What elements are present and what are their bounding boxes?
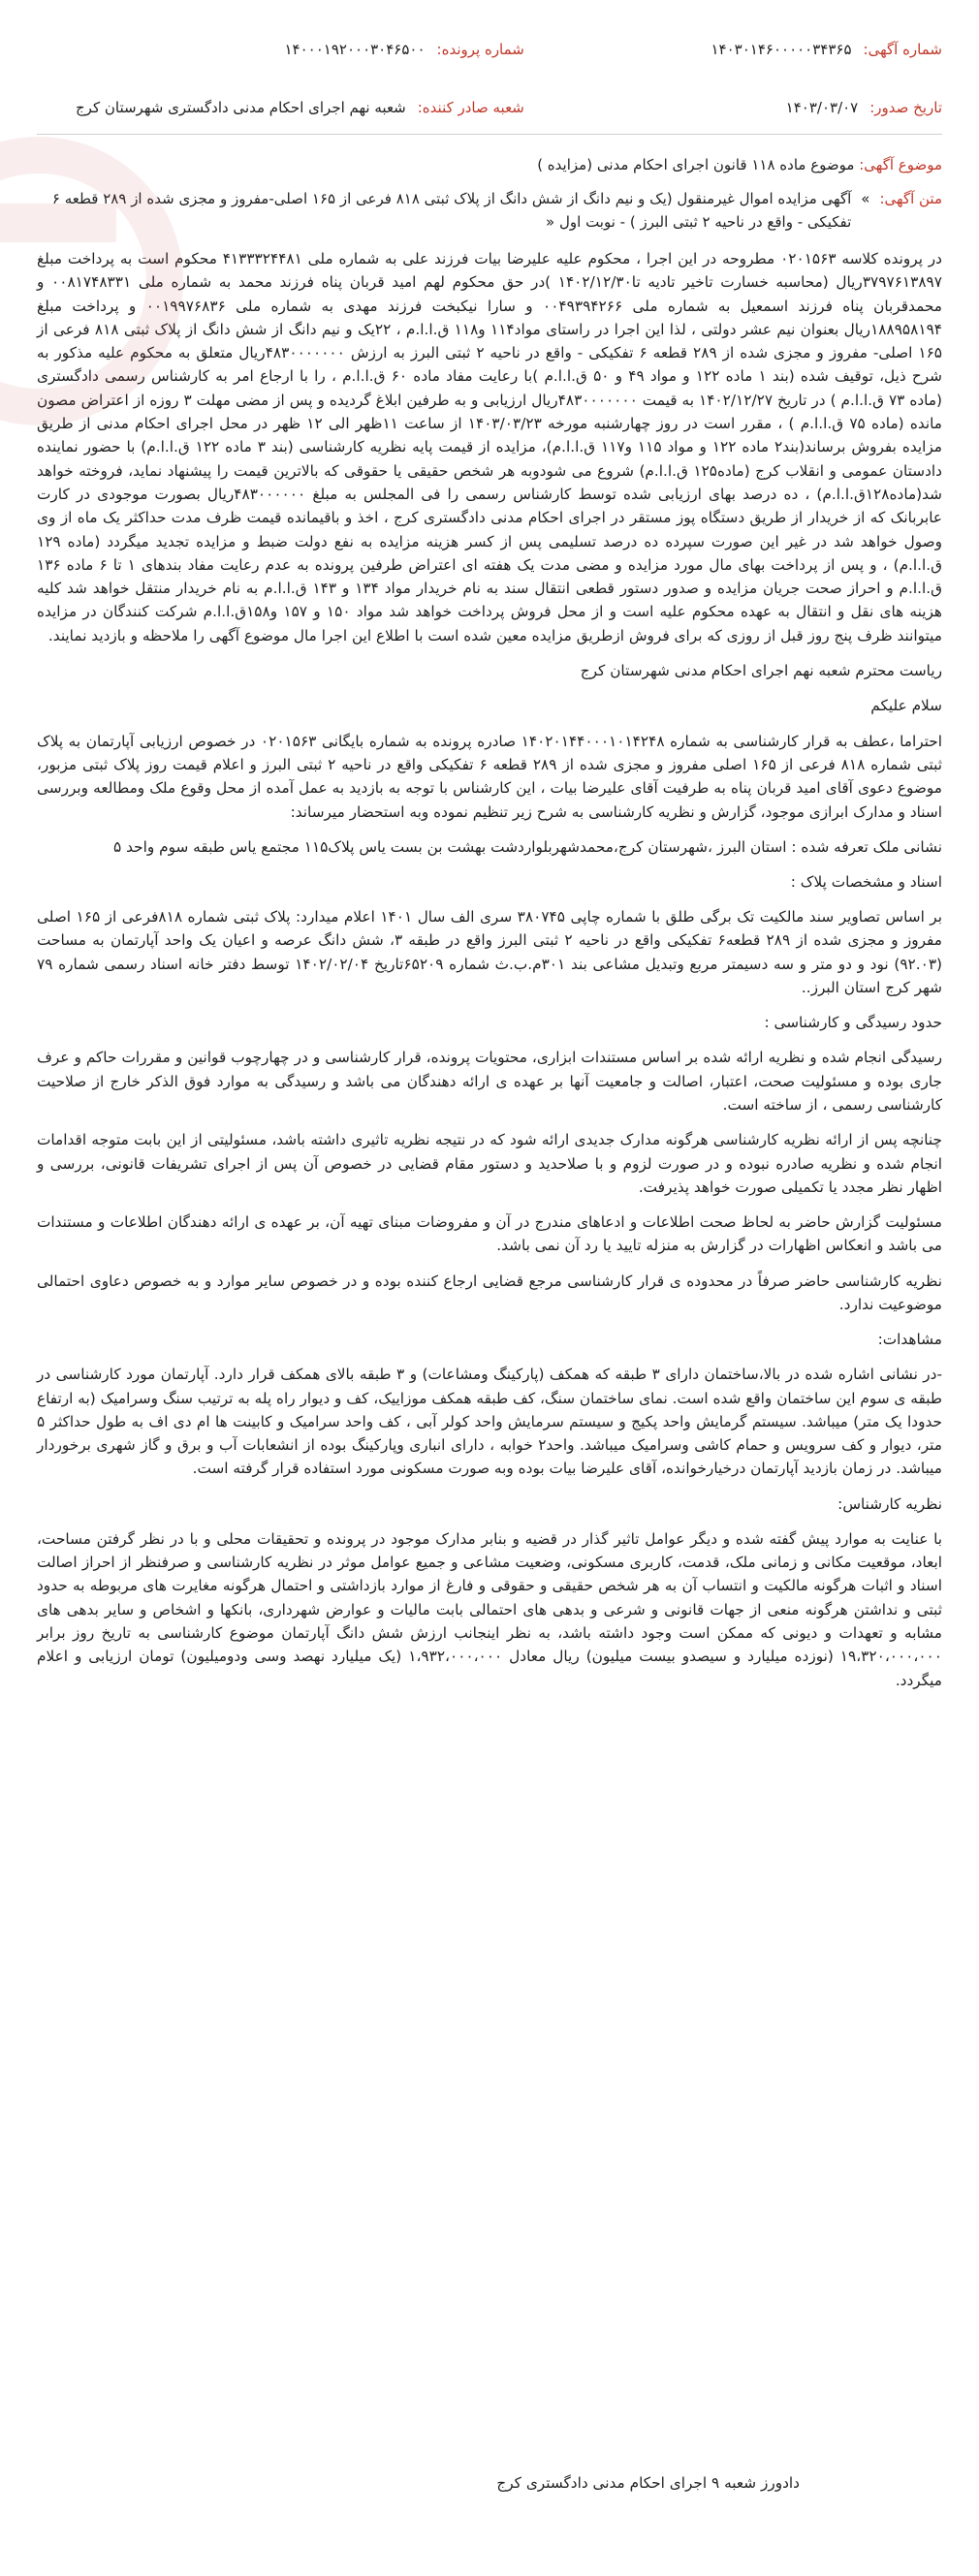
ad-text-label: متن آگهی: xyxy=(879,190,942,207)
case-number-label: شماره پرونده: xyxy=(436,41,524,58)
issuer-row xyxy=(76,97,524,118)
case-number-value: ۱۴۰۰۰۱۹۲۰۰۰۳۰۴۶۵۰۰ xyxy=(284,41,426,58)
subject-row xyxy=(37,154,942,175)
signature-line: دادورز شعبه ۹ اجرای احکام مدنی دادگستری کرج xyxy=(496,2474,800,2492)
notice-header xyxy=(37,39,942,118)
opinion-section-title: نظریه کارشناس: xyxy=(837,1494,942,1513)
documents-paragraph: بر اساس تصاویر سند مالکیت تک برگی طلق با شماره چاپی ۳۸۰۷۴۵ سری الف سال ۱۴۰۱ اعلام میدارد: پلاک ثبتی شماره ۸۱۸فرعی از ۱۶۵ اصلی مفروز و مجزی شده از ۲۸۹ قطعه۶ تفکیکی واقع در ناحیه ۲ ثبتی البرز واقع در طبقه ۳، شش دانگ عرصه و اعیان یک واحد آپارتمان به مساحت (۹۲.۰۳) نود و دو متر و سه دسیمتر مربع وتبدیل مشاعی بند ۳۰۱م.ب.ث شماره ۶۵۲۰۹تاریخ ۱۴۰۲/۰۲/۰۴ توسط دفتر خانه اسناد رسمی شماره ۷۹ شهر کرج استان البرز.. xyxy=(37,908,943,997)
header-divider xyxy=(37,134,942,135)
review-paragraph: چنانچه پس از ارائه نظریه کارشناسی هرگونه مدارک جدیدی ارائه شود که در نتیجه نظریه تاثیری داشته باشد، مسئولیتی از این بابت متوجه اقدامات انجام شده و نظریه صادره نبوده و در صورت لزوم و با صلاحدید و دستور مقام قضایی در خصوص آن پس از اجرای تشریفات قانونی، بررسی و اظهار نظر مجدد یا تکمیلی صورت خواهد پذیرفت. xyxy=(37,1131,942,1196)
subject-text: موضوع ماده ۱۱۸ قانون اجرای احکام مدنی (مزایده ) xyxy=(537,156,855,173)
header-right-column xyxy=(711,39,943,118)
case-number-row xyxy=(76,39,524,60)
documents-section-title: اسناد و مشخصات پلاک : xyxy=(790,873,942,892)
issuer-value: شعبه نهم اجرای احکام مدنی دادگستری شهرستان کرج xyxy=(76,99,406,116)
opinion-paragraph: با عنایت به موارد پیش گفته شده و دیگر عوامل تاثیر گذار در قضیه و بنابر مدارک موجود در پرونده و تحقیقات محلی و با در نظر گرفتن مساحت، ابعاد، موقعیت مکانی و زمانی ملک، قدمت، کاربری مسکونی، وضعیت مشاعی و جمیع عوامل موثر در نظریه کارشناسی و صرفنظر از احراز اصالت اسناد و اثبات هرگونه مالکیت و انتساب آن به هر شخص حقیقی و حقوقی و فارغ از موارد بازداشتی و احتمال هرگونه مغایرت های مربوطه به حدود ثبتی و نداشتن هرگونه منعی از جهات قانونی و شرعی و بدهی های احتمالی بابت مالیات و عوارض شهرداری، بانکها و اشخاص و سایر بدهی های مشابه و تعهدات و دیونی که ممکن است وجود داشته باشد، به نظر اینجانب ارزش شش دانگ آپارتمان موضوع کارشناسی به تاریخ روز برابر ۱۹،۳۲۰،۰۰۰،۰۰۰ (نوزده میلیارد و سیصدو بیست میلیون) ریال معادل ۱،۹۳۲،۰۰۰،۰۰۰ (یک میلیارد نهصد وسی ودومیلیون) تومان ارزیابی و اعلام میگردد. xyxy=(37,1529,942,1689)
greeting-line: سلام علیکم xyxy=(870,697,942,715)
ad-text-title: آگهی مزایده اموال غیرمنقول (یک و نیم دانگ از شش دانگ از پلاک ثبتی ۸۱۸ فرعی از ۱۶۵ اصلی-مفروز و مجزی شده از ۲۸۹ قطعه ۶ تفکیکی - واقع در ناحیه ۲ ثبتی البرز ) - نوبت اول « xyxy=(51,190,852,231)
issue-date-label: تاریخ صدور: xyxy=(869,99,942,116)
ad-number-value: ۱۴۰۳۰۱۴۶۰۰۰۰۰۳۴۳۶۵ xyxy=(711,41,852,58)
observations-paragraph: -در نشانی اشاره شده در بالا،ساختمان دارای ۳ طبقه که همکف (پارکینگ ومشاعات) و ۳ طبقه بالای همکف قرار دارد. آپارتمان مورد کارشناسی در طبقه ی سوم این ساختمان واقع شده است. نمای ساختمان سنگ، کف طبقه همکف موزاییک، کف و دیوار راه پله به ترتیب سنگ وسرامیک (به ارتفاع حدودا یک متر) میباشد. سیستم گرمایش واحد پکیج و سیستم سرمایش واحد کولر آبی ، کف واحد سرامیک و کابینت ها ام دی اف به طول حداکثر ۵ متر، دیوار و کف سرویس و حمام کاشی وسرامیک میباشد. واحد۲ خوابه ، دارای انباری وپارکینگ بوده از انشعابات آب و برق و گاز شهری برخوردار میباشد. در زمان بازدید آپارتمان درخیارخوانده، آقای علیرضا بیات بوده وبه صورت مسکونی مورد استفاده قرار گرفته است. xyxy=(37,1366,942,1478)
issue-date-value: ۱۴۰۳/۰۳/۰۷ xyxy=(785,99,859,116)
addressee-line: ریاست محترم شعبه نهم اجرای احکام مدنی شهرستان کرج xyxy=(580,662,942,680)
property-address-paragraph: نشانی ملک تعرفه شده : استان البرز ،شهرستان کرج،محمدشهربلواردشت بهشت بن بست یاس پلاک۱۱۵ مجتمع یاس طبقه سوم واحد ۵ xyxy=(113,837,942,856)
observations-section-title: مشاهدات: xyxy=(877,1331,942,1349)
expert-intro-paragraph: احتراما ،عطف به قرار کارشناسی به شماره ۱۴۰۲۰۱۴۴۰۰۰۱۰۱۴۲۴۸ صادره پرونده به شماره بایگانی ۰۲۰۱۵۶۳ در خصوص ارزیابی آپارتمان به پلاک ثبتی شماره ۸۱۸ فرعی از ۱۶۵ اصلی مفروز و مجزی شده از ۲۸۹ قطعه ۶ تفکیکی واقع در ناحیه ۲ ثبتی البرز و اعلام قیمت روز پلاک ثبتی مزبور، موضوع دعوی آقای امید قربان پناه به طرفیت آقای علیرضا بیات ، این کارشناس با توجه به بازدید به عمل آمده از محل وقوع ملک ومطالعه وبررسی اسناد و مدارک ابرازی موجود، گزارش و نظریه کارشناسی به شرح زیر تنظیم نموده وبه استحضار میرساند: xyxy=(37,732,943,821)
case-paragraph: در پرونده کلاسه ۰۲۰۱۵۶۳ مطروحه در این اجرا ، محکوم علیه علیرضا بیات فرزند علی به شماره ملی ۴۱۳۳۳۲۴۴۸۱ محکوم است به پرداخت مبلغ ۳۷۹۷۶۱۳۸۹۷ریال (محاسبه خسارت تاخیر تادیه تا۱۴۰۲/۱۲/۳۰ )در حق محکوم لهم امید قربان پناه فرزند محمد به شماره ملی ۰۰۸۱۷۴۸۳۳۱ و محمدقربان پناه فرزند اسمعیل به شماره ملی ۰۰۴۹۳۹۴۲۶۶ و سارا نیکبخت فرزند مهدی به شماره ملی ۰۰۱۹۹۷۶۸۳۶ و پرداخت مبلغ ۱۸۸۹۵۸۱۹۴ریال بعنوان نیم عشر دولتی ، لذا این اجرا در راستای مواد۱۱۴ و۱۱۸ ق.ا.ا.م ، ۲۲یک و نیم دانگ از شش دانگ از پلاک ثبتی ۸۱۸ فرعی از ۱۶۵ اصلی- مفروز و مجزی شده از ۲۸۹ قطعه ۶ تفکیکی - واقع در ناحیه ۲ ثبتی البرز به ارزش ۴۸۳۰۰۰۰۰۰۰ریال متعلق به محکوم علیه مذکور به شرح ذیل، توقیف شده (بند ۱ ماده ۱۲۲ و مواد ۴۹ و ۵۰ ق.ا.ا.م )با رعایت مفاد ماده ۶۰ ق.ا.ا.م ، را با ارجاع امر به کارشناس رسمی دادگستری (ماده ۷۳ ق.ا.ا.م ) در تاریخ ۱۴۰۲/۱۲/۲۷ به قیمت ۴۸۳۰۰۰۰۰۰۰ریال ارزیابی و به طرفین ابلاغ گردیده و پس از مضی مهلت ۳ روزه از اعتراض مصون مانده (ماده ۷۵ ق.ا.ا.م ) ، مقرر است در روز چهارشنبه مورخه ۱۴۰۳/۰۳/۲۳ از ساعت ۱۱ظهر الی ۱۲ ظهر در محل اجرای احکام مدنی از طریق مزایده بفروش برساند(بند۲ ماده ۱۲۲ و مواد ۱۱۵ و۱۱۷ ق.ا.ا.م)، مزایده از قیمت پایه نظریه کارشناسی (بند ۳ ماده ۱۲۲ ق.ا.ا.م) با حضور نماینده دادستان عمومی و انقلاب کرج (ماده۱۲۵ ق.ا.ا.م) شروع می شودوبه هر شخص حقیقی یا حقوقی که بالاترین قیمت را پیشنهاد نماید، فروخته خواهد شد(ماده۱۲۸ق.ا.ا.م) ، ده درصد بهای ارزیابی شده توسط کارشناس رسمی را فی المجلس به مبلغ ۴۸۳۰۰۰۰۰۰ریال بصورت موجودی در کارت عابربانک که از خریدار از طریق دستگاه پوز مستقر در اجرای احکام مدنی دادگستری کرج ، اخذ و باقیمانده قیمت ظرف مدت حداکثر یک ماه از وی وصول خواهد شد در غیر این صورت سپرده ده درصد تسلیمی پس از کسر هزینه مزایده به نفع دولت ضبط و مزایده تجدید میگردد (ماده ۱۲۹ ق.ا.ا.م) ، و پس از پرداخت بهای مال مورد مزایده و مضی مدت یک هفته ای اعتراض طرفین پرونده به عدم رعایت مفاد بندهای ۱ تا ۶ ماده ۱۳۶ ق.ا.ا.م و احراز صحت جریان مزایده و صدور دستور قطعی انتقال سند به نام خریدار مواد ۱۳۴ و ۱۴۳ ق.ا.ا.م به نام خریدار منتقل خواهد شد کلیه هزینه های نقل و انتقال به عهده محکوم علیه است و از محل فروش پرداخت خواهد شد مواد ۱۵۰ و ۱۵۷ و۱۵۸ق.ا.ا.م شرکت کنندگان در مزایده میتوانند ظرف پنج روز قبل از روزی که برای فروش ازطریق مزایده معین شده است با اطلاع این اجرا مال موضوع آگهی را ملاحظه و بازدید نمایند. xyxy=(37,250,943,644)
ad-text-row xyxy=(37,187,942,234)
header-left-column xyxy=(76,39,524,118)
issuer-label: شعبه صادر کننده: xyxy=(417,99,524,116)
review-paragraph: نظریه کارشناسی حاضر صرفاً در محدوده ی قرار کارشناسی مرجع قضایی ارجاع کننده بوده و در خصوص سایر موارد و به خصوص دعاوی احتمالی موضوعیت ندارد. xyxy=(37,1272,942,1313)
issue-date-row xyxy=(711,97,943,118)
review-section-title: حدود رسیدگی و کارشناسی : xyxy=(764,1014,942,1032)
ad-text-quote: » xyxy=(861,190,870,207)
subject-label: موضوع آگهی: xyxy=(859,156,942,173)
review-paragraph: رسیدگی انجام شده و نظریه ارائه شده بر اساس مستندات ابزاری، محتویات پرونده، قرار کارشناسی و در چهارچوب قوانین و مقررات حاکم و عرف جاری بوده و مسئولیت صحت، اعتبار، اصالت و جامعیت آنها بر عهده ی ارائه دهندگان می باشد و رسیدگی به موارد فوق الذکر خارج از صلاحیت کارشناسی رسمی ، از ساخته است. xyxy=(37,1049,942,1114)
ad-number-row xyxy=(711,39,943,60)
ad-number-label: شماره آگهی: xyxy=(863,41,942,58)
review-paragraph: مسئولیت گزارش حاضر به لحاظ صحت اطلاعات و ادعاهای مندرج در آن و مفروضات مبنای تهیه آن، بر عهده ی ارائه دهندگان اطلاعات و مستندات می باشد و انعکاس اظهارات در گزارش به منزله تایید یا رد آن نمی باشد. xyxy=(37,1213,942,1255)
